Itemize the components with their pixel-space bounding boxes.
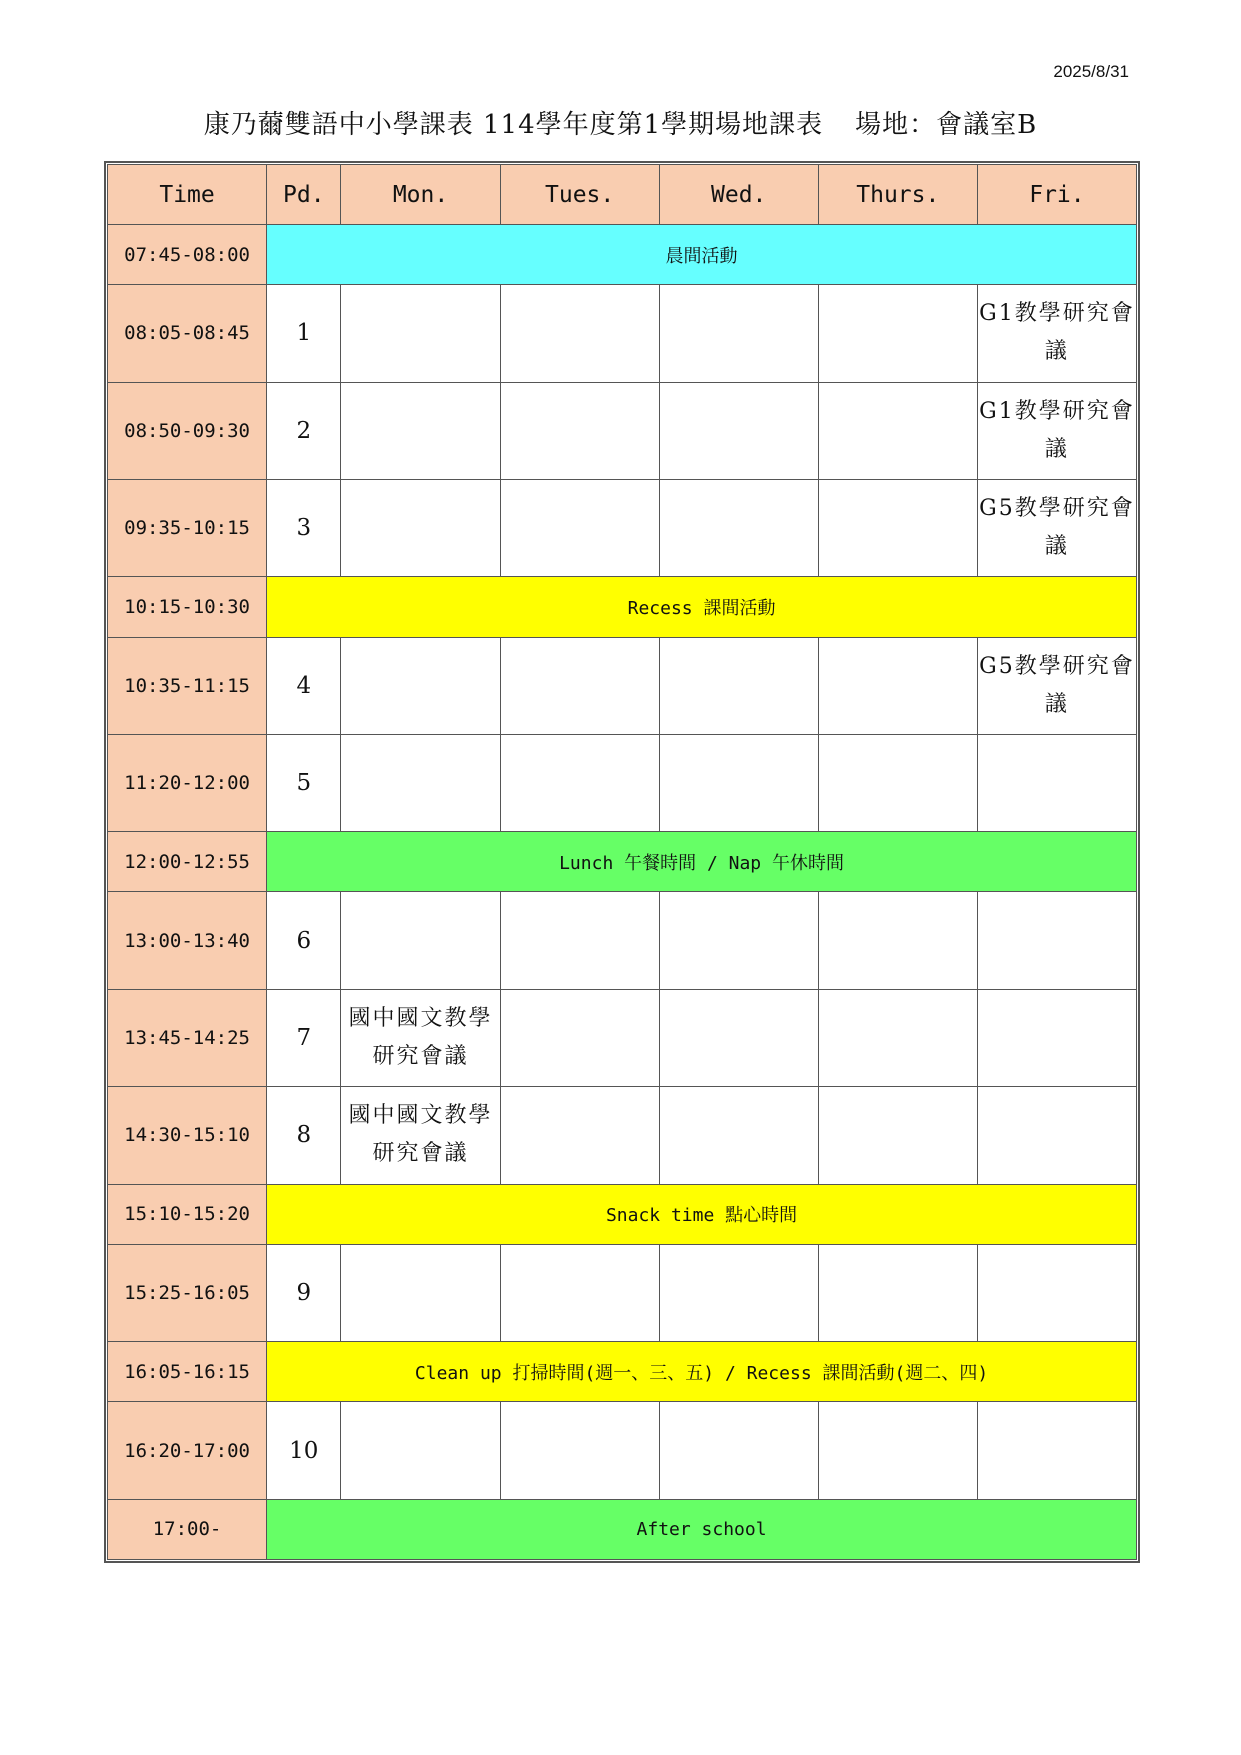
schedule-cell-thurs <box>818 382 977 479</box>
period-number: 5 <box>267 734 341 831</box>
period-number: 6 <box>267 892 341 989</box>
schedule-cell-tues <box>500 479 659 576</box>
schedule-cell-wed <box>659 734 818 831</box>
activity-band-row <box>108 577 1137 637</box>
time-cell: 15:10-15:20 <box>108 1184 267 1244</box>
schedule-cell-tues <box>500 1087 659 1184</box>
activity-band-row <box>108 1499 1137 1559</box>
schedule-cell-tues <box>500 1402 659 1499</box>
period-number: 2 <box>267 382 341 479</box>
period-row <box>108 734 1137 831</box>
header-time: Time <box>108 165 267 225</box>
time-cell: 16:20-17:00 <box>108 1402 267 1499</box>
schedule-cell-fri <box>977 734 1136 831</box>
schedule-cell-thurs <box>818 989 977 1086</box>
period-number: 1 <box>267 285 341 382</box>
activity-band-row <box>108 225 1137 285</box>
activity-band: After school <box>267 1499 1137 1559</box>
schedule-cell-mon <box>341 892 500 989</box>
period-row <box>108 1402 1137 1499</box>
schedule-cell-thurs <box>818 1244 977 1341</box>
period-number: 3 <box>267 479 341 576</box>
time-cell: 13:00-13:40 <box>108 892 267 989</box>
schedule-cell-mon: 國中國文教學研究會議 <box>341 989 500 1086</box>
period-row <box>108 479 1137 576</box>
time-cell: 10:35-11:15 <box>108 637 267 734</box>
schedule-cell-thurs <box>818 734 977 831</box>
header-mon: Mon. <box>341 165 500 225</box>
period-row <box>108 285 1137 382</box>
timetable <box>107 164 1137 1560</box>
schedule-cell-tues <box>500 892 659 989</box>
schedule-cell-wed <box>659 1244 818 1341</box>
schedule-cell-mon <box>341 1244 500 1341</box>
schedule-cell-wed <box>659 637 818 734</box>
period-row <box>108 1087 1137 1184</box>
activity-band: Lunch 午餐時間 / Nap 午休時間 <box>267 832 1137 892</box>
schedule-cell-mon <box>341 479 500 576</box>
schedule-cell-tues <box>500 285 659 382</box>
time-cell: 12:00-12:55 <box>108 832 267 892</box>
schedule-cell-fri <box>977 1402 1136 1499</box>
header-row <box>108 165 1137 225</box>
schedule-cell-mon <box>341 1402 500 1499</box>
page-title <box>0 104 1241 141</box>
schedule-cell-mon <box>341 285 500 382</box>
time-cell: 08:50-09:30 <box>108 382 267 479</box>
schedule-cell-thurs <box>818 637 977 734</box>
header-thurs: Thurs. <box>818 165 977 225</box>
time-cell: 09:35-10:15 <box>108 479 267 576</box>
schedule-title: 康乃薾雙語中小學課表 114學年度第1學期場地課表 <box>203 110 824 140</box>
schedule-cell-fri: G1教學研究會議 <box>977 285 1136 382</box>
time-cell: 15:25-16:05 <box>108 1244 267 1341</box>
schedule-cell-tues <box>500 989 659 1086</box>
schedule-cell-fri: G5教學研究會議 <box>977 637 1136 734</box>
schedule-cell-fri <box>977 1244 1136 1341</box>
schedule-cell-mon <box>341 734 500 831</box>
schedule-cell-thurs <box>818 1402 977 1499</box>
schedule-cell-tues <box>500 382 659 479</box>
schedule-cell-wed <box>659 479 818 576</box>
schedule-cell-wed <box>659 892 818 989</box>
period-row <box>108 637 1137 734</box>
activity-band: Clean up 打掃時間(週一、三、五) / Recess 課間活動(週二、四) <box>267 1342 1137 1402</box>
period-row <box>108 892 1137 989</box>
time-cell: 16:05-16:15 <box>108 1342 267 1402</box>
header-period: Pd. <box>267 165 341 225</box>
schedule-cell-thurs <box>818 479 977 576</box>
schedule-cell-wed <box>659 989 818 1086</box>
venue-label: 場地：會議室B <box>855 110 1038 140</box>
print-date: 2025/8/31 <box>1053 62 1129 81</box>
header-wed: Wed. <box>659 165 818 225</box>
schedule-cell-mon <box>341 637 500 734</box>
time-cell: 14:30-15:10 <box>108 1087 267 1184</box>
schedule-cell-wed <box>659 1087 818 1184</box>
schedule-cell-tues <box>500 1244 659 1341</box>
schedule-cell-wed <box>659 285 818 382</box>
period-number: 7 <box>267 989 341 1086</box>
time-cell: 17:00- <box>108 1499 267 1559</box>
period-row <box>108 989 1137 1086</box>
activity-band: Recess 課間活動 <box>267 577 1137 637</box>
schedule-cell-tues <box>500 734 659 831</box>
schedule-cell-wed <box>659 1402 818 1499</box>
timetable-body <box>108 225 1137 1560</box>
schedule-cell-wed <box>659 382 818 479</box>
activity-band-row <box>108 1342 1137 1402</box>
period-number: 4 <box>267 637 341 734</box>
period-row <box>108 382 1137 479</box>
schedule-cell-mon <box>341 382 500 479</box>
schedule-cell-thurs <box>818 892 977 989</box>
schedule-cell-thurs <box>818 285 977 382</box>
timetable-frame <box>104 161 1140 1563</box>
period-number: 10 <box>267 1402 341 1499</box>
schedule-cell-fri <box>977 892 1136 989</box>
activity-band-row <box>108 1184 1137 1244</box>
time-cell: 10:15-10:30 <box>108 577 267 637</box>
time-cell: 13:45-14:25 <box>108 989 267 1086</box>
activity-band: Snack time 點心時間 <box>267 1184 1137 1244</box>
activity-band-row <box>108 832 1137 892</box>
header-tues: Tues. <box>500 165 659 225</box>
schedule-cell-tues <box>500 637 659 734</box>
schedule-cell-mon: 國中國文教學研究會議 <box>341 1087 500 1184</box>
schedule-cell-fri: G5教學研究會議 <box>977 479 1136 576</box>
period-number: 8 <box>267 1087 341 1184</box>
time-cell: 07:45-08:00 <box>108 225 267 285</box>
activity-band: 晨間活動 <box>267 225 1137 285</box>
schedule-cell-fri <box>977 989 1136 1086</box>
time-cell: 11:20-12:00 <box>108 734 267 831</box>
period-number: 9 <box>267 1244 341 1341</box>
time-cell: 08:05-08:45 <box>108 285 267 382</box>
schedule-cell-thurs <box>818 1087 977 1184</box>
period-row <box>108 1244 1137 1341</box>
schedule-cell-fri <box>977 1087 1136 1184</box>
header-fri: Fri. <box>977 165 1136 225</box>
schedule-cell-fri: G1教學研究會議 <box>977 382 1136 479</box>
